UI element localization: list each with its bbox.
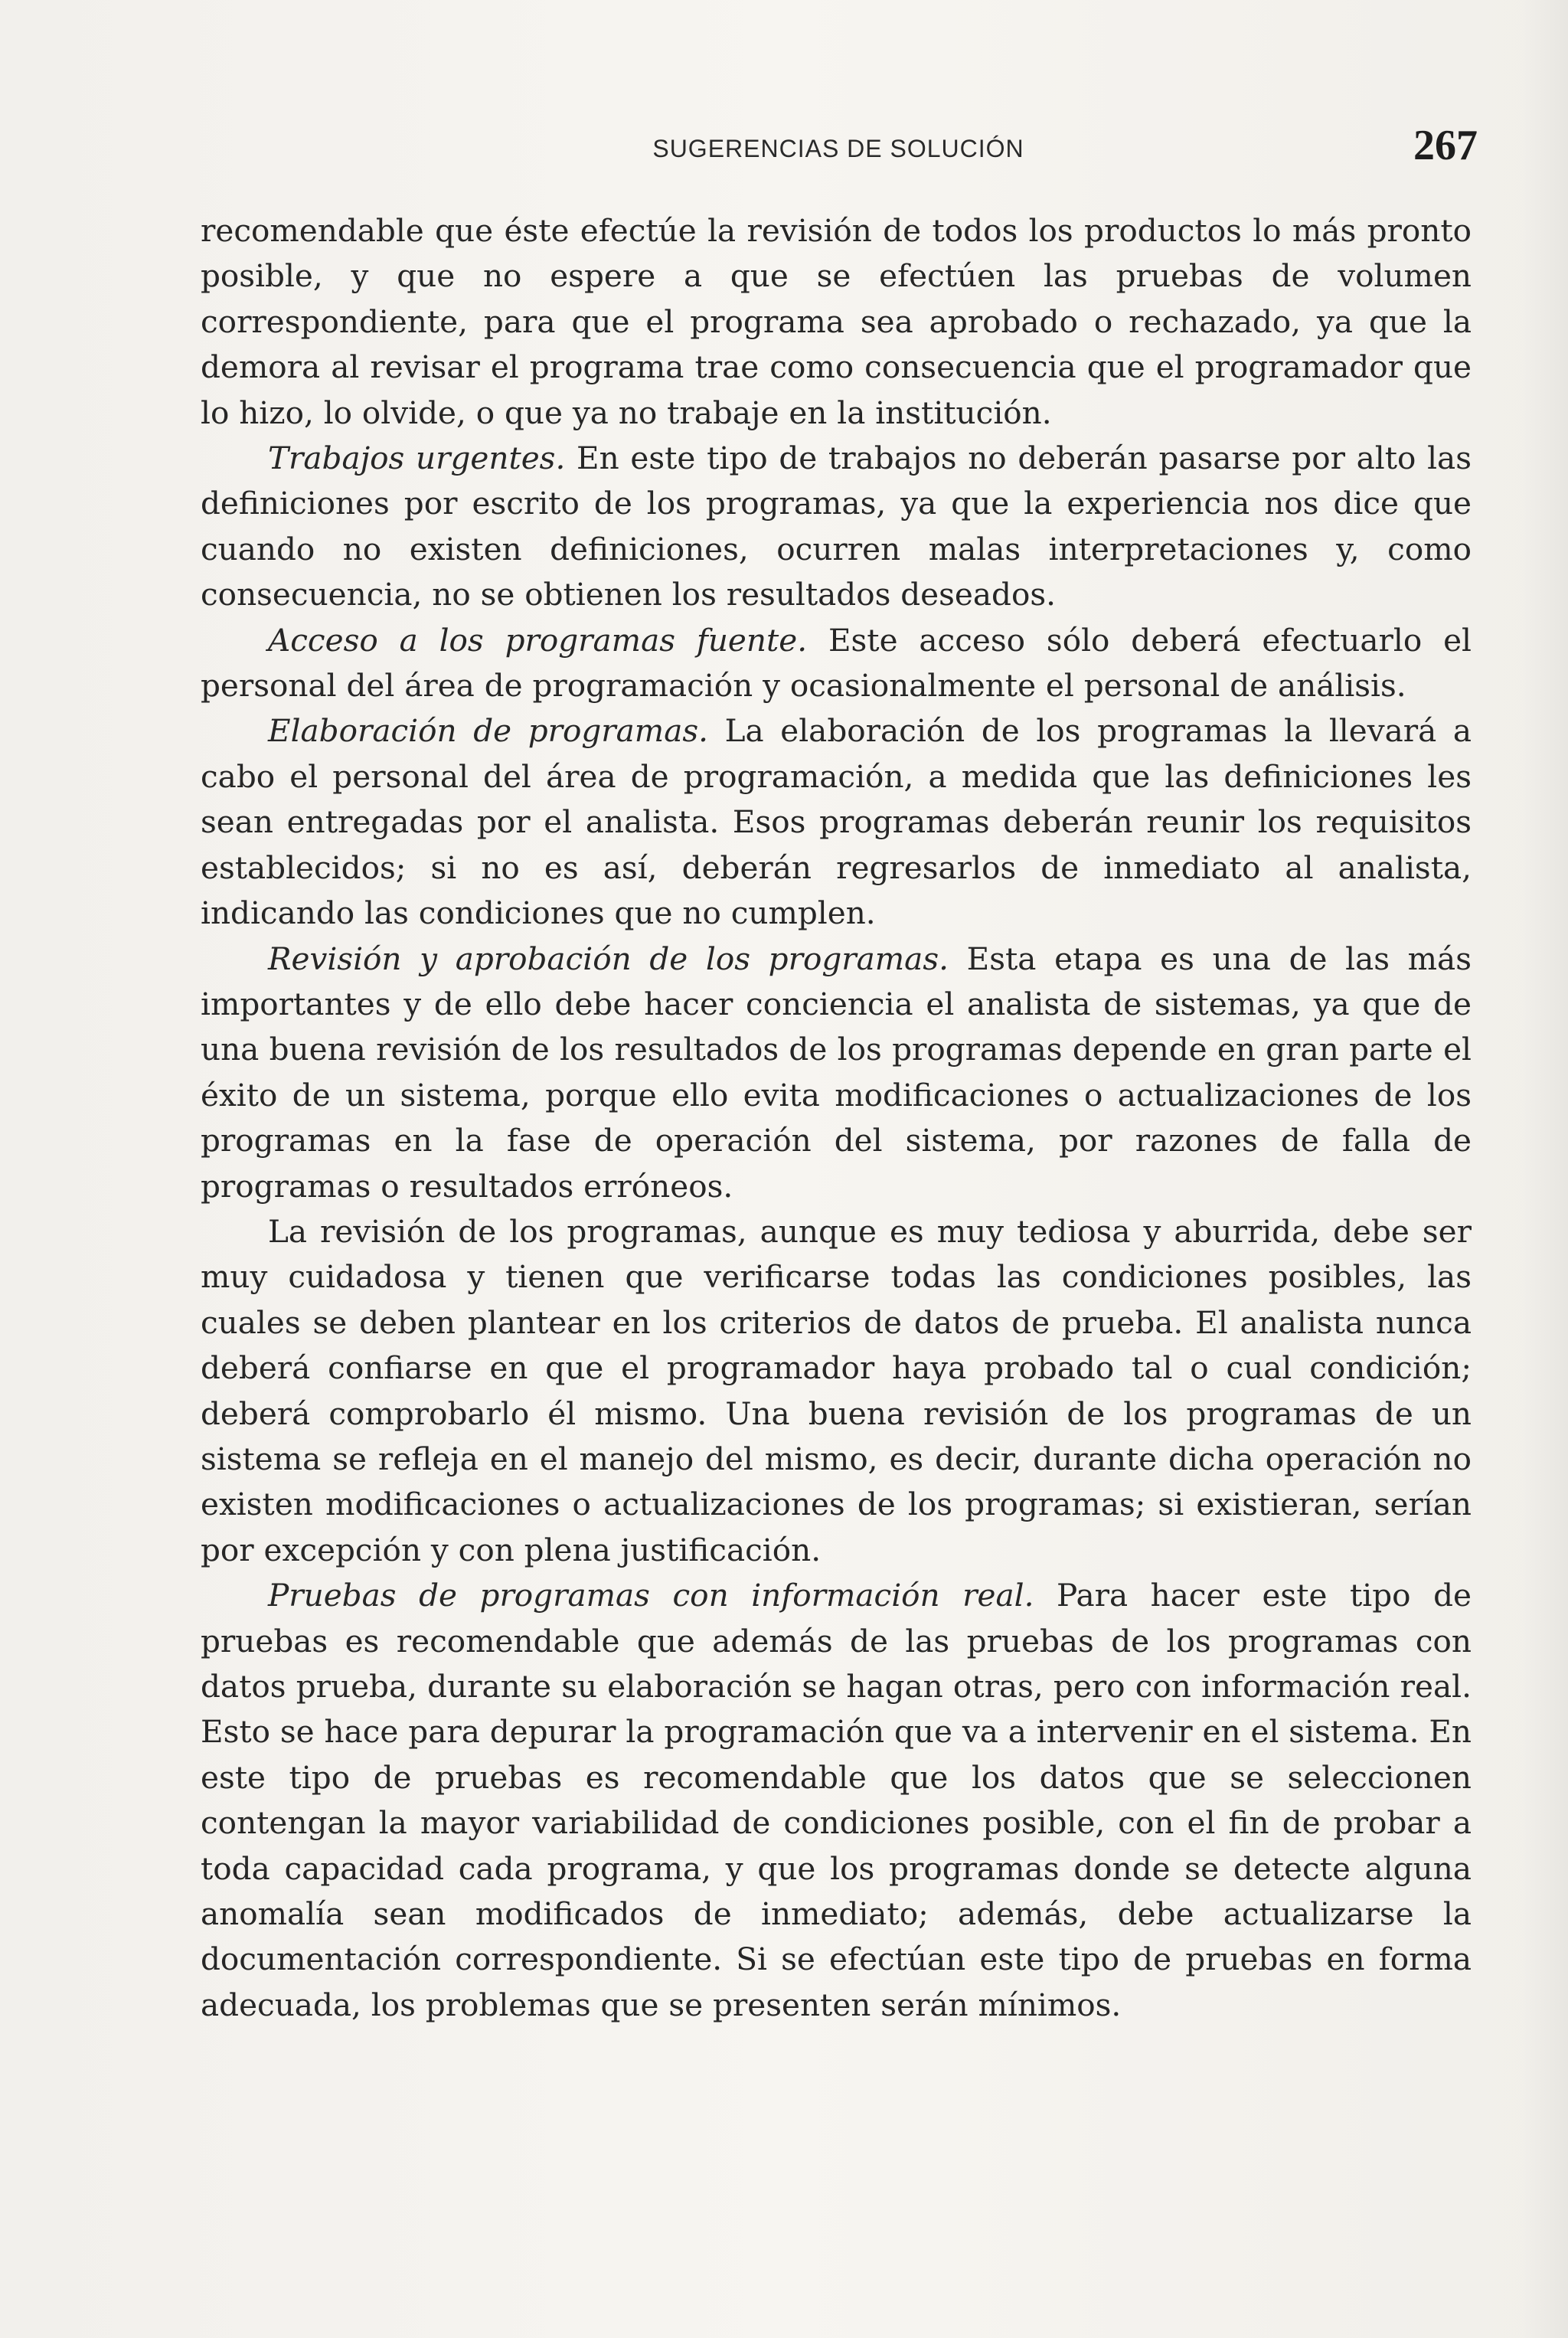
paragraph-revision-aprobacion: [201, 937, 1472, 1209]
paragraph-text: Este acceso sólo deberá efectuarlo el personal del área de programación y ocasionalmente el personal de análisis.: [201, 621, 1472, 705]
paragraph-title: Pruebas de programas con información real.: [268, 1577, 1034, 1614]
paragraph-title: Trabajos urgentes.: [268, 440, 566, 477]
page-edge-shadow: [1522, 0, 1568, 2338]
paragraph-text: Esta etapa es una de las más importantes y de ello debe hacer conciencia el analista de sistemas, ya que de una buena revisión de los resultados de los programas depende en gran parte el éxito de un sistema, porque ello evita modificaciones o actualizaciones de los programas en la fase de operación del sistema, por razones de falla de programas o resultados erróneos.: [201, 940, 1472, 1205]
paragraph-trabajos-urgentes: [201, 436, 1472, 618]
paragraph-title: Revisión y aprobación de los programas.: [268, 940, 949, 977]
paragraph-title: Elaboración de programas.: [268, 712, 708, 750]
paragraph-text: En este tipo de trabajos no deberán pasarse por alto las definiciones por escrito de los programas, ya que la experiencia nos dice que cuando no existen definiciones, ocurren malas interpretaciones y, como consecuencia, no se obtienen los resultados deseados.: [201, 440, 1472, 613]
paragraph-text: Para hacer este tipo de pruebas es recomendable que además de las pruebas de los programas con datos prueba, durante su elaboración se hagan otras, pero con información real. Esto se hace para depurar la programación que va a intervenir en el sistema. En este tipo de pruebas es recomendable que los datos que se seleccionen contengan la mayor variabilidad de condiciones posible, con el fin de probar a toda capacidad cada programa, y que los programas donde se detecte alguna anomalía sean modificados de inmediato; además, debe actualizarse la documentación correspondiente. Si se efectúan este tipo de pruebas en forma adecuada, los problemas que se presenten serán mínimos.: [201, 1577, 1472, 2023]
paragraph-title: Acceso a los programas fuente.: [268, 621, 808, 659]
running-head: SUGERENCIAS DE SOLUCIÓN: [652, 135, 1024, 162]
paragraph-acceso-programas-fuente: [201, 618, 1472, 709]
body-text: [201, 208, 1472, 2028]
paragraph-elaboracion-programas: [201, 708, 1472, 936]
paragraph-text: La elaboración de los programas la llevará a cabo el personal del área de programación, a medida que las definiciones les sean entregadas por el analista. Esos programas deberán reunir los requisitos establecidos; si no es así, deberán regresarlos de inmediato al analista, indicando las condiciones que no cumplen.: [201, 712, 1472, 932]
paragraph-text: La revisión de los programas, aunque es muy tediosa y aburrida, debe ser muy cuidadosa y tienen que verificarse todas las condiciones posibles, las cuales se deben plantear en los criterios de datos de prueba. El analista nunca deberá confiarse en que el programador haya probado tal o cual condición; deberá comprobarlo él mismo. Una buena revisión de los programas de un sistema se refleja en el manejo del mismo, es decir, durante dicha operación no existen modificaciones o actualizaciones de los programas; si existieran, serían por excepción y con plena justificación.: [201, 1212, 1472, 1568]
page-number: 267: [1413, 122, 1478, 169]
paragraph-text: recomendable que éste efectúe la revisión de todos los productos lo más pronto posible, y que no espere a que se efectúen las pruebas de volumen correspondiente, para que el programa sea aprobado o rechazado, ya que la demora al revisar el programa trae como consecuencia que el programador que lo hizo, lo olvide, o que ya no trabaje en la institución.: [201, 212, 1472, 431]
paragraph-pruebas-informacion-real: [201, 1573, 1472, 2028]
page-header: [199, 122, 1478, 182]
paragraph-continuation: [201, 208, 1472, 436]
paragraph-revision-detalle: [201, 1209, 1472, 1573]
